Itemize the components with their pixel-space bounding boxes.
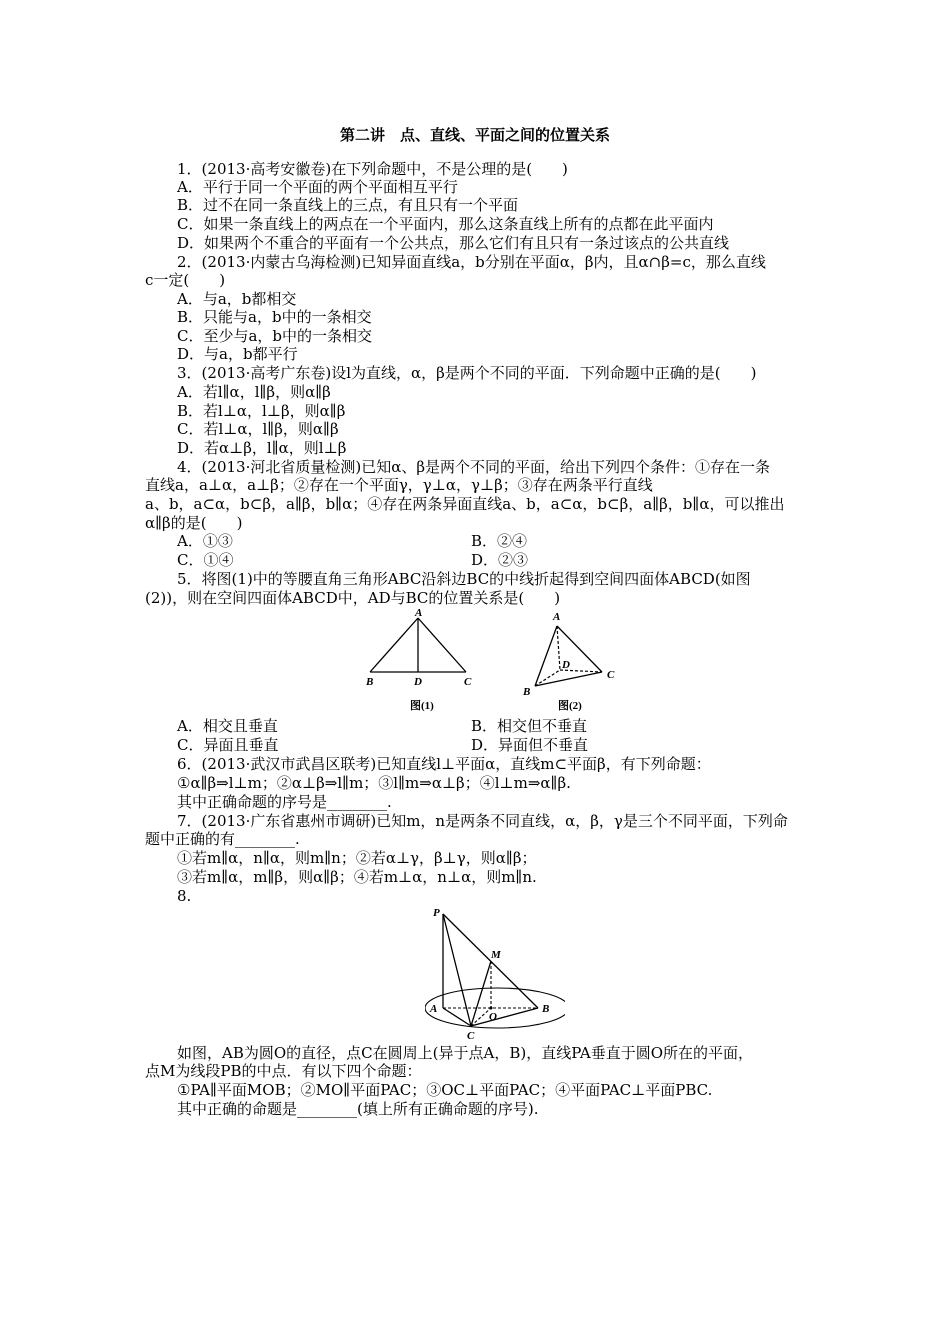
- q3-stem: 3．(2013·高考广东卷)设l为直线，α，β是两个不同的平面．下列命题中正确的是( ): [177, 364, 757, 382]
- fig1-label-c: C: [464, 676, 472, 688]
- q8-question: 其中正确的命题是________(填上所有正确命题的序号).: [177, 1100, 539, 1118]
- q8-number: 8.: [177, 887, 192, 905]
- q2-option-a: A．与a，b都相交: [177, 290, 297, 308]
- q5-option-b: B．相交但不垂直: [471, 717, 588, 735]
- fig8-label-c: C: [467, 1030, 475, 1042]
- fig2-label-c: C: [607, 669, 615, 681]
- q6-stem: 6．(2013·武汉市武昌区联考)已知直线l⊥平面α，直线m⊂平面β，有下列命题：: [177, 755, 711, 773]
- q3-option-c: C．若l⊥α，l∥β，则α∥β: [177, 420, 339, 438]
- q7-propositions-1: ①若m∥α，n∥α，则m∥n；②若α⊥γ，β⊥γ，则α∥β；: [177, 849, 537, 867]
- q3-option-a: A．若l∥α，l∥β，则α∥β: [177, 383, 331, 401]
- q3-option-b: B．若l⊥α，l⊥β，则α∥β: [177, 402, 346, 420]
- fig2-caption: 图(2): [558, 700, 582, 712]
- q1-option-b: B．过不在同一条直线上的三点，有且只有一个平面: [177, 196, 519, 214]
- q1-option-c: C．如果一条直线上的两点在一个平面内，那么这条直线上所有的点都在此平面内: [177, 215, 714, 233]
- fig1-label-a: A: [415, 607, 423, 619]
- fig2-label-d: D: [562, 659, 570, 671]
- q8-text-line2: 点M为线段PB的中点．有以下四个命题：: [145, 1062, 422, 1080]
- q4-option-a: A．①③: [177, 532, 233, 550]
- q2-stem-line1: 2．(2013·内蒙古乌海检测)已知异面直线a，b分别在平面α，β内，且α∩β=c，那么直线: [177, 253, 766, 271]
- q4-option-b: B．②④: [471, 532, 528, 550]
- q5-stem-line2: (2))，则在空间四面体ABCD中，AD与BC的位置关系是( ): [145, 589, 561, 607]
- q5-figure-2: [520, 606, 630, 716]
- fig8-label-o: O: [489, 1011, 497, 1023]
- fig1-label-b: B: [366, 676, 374, 688]
- q8-propositions: ①PA∥平面MOB；②MO∥平面PAC；③OC⊥平面PAC；④平面PAC⊥平面PBC.: [177, 1081, 713, 1099]
- fig8-label-p: P: [433, 907, 440, 919]
- fig1-caption: 图(1): [410, 700, 434, 712]
- q8-text-line1: 如图，AB为圆O的直径，点C在圆周上(异于点A，B)，直线PA垂直于圆O所在的平面，: [177, 1044, 754, 1062]
- q7-stem-line2: 题中正确的有________.: [145, 830, 300, 848]
- q3-option-d: D．若α⊥β，l∥α，则l⊥β: [177, 439, 347, 457]
- fig1-label-d: D: [414, 676, 422, 688]
- q4-stem-line3: a、b，a⊂α，b⊂β，a∥β，b∥α；④存在两条异面直线a、b，a⊂α，b⊂β，a∥β，b∥α，可以推出: [145, 495, 785, 513]
- q5-stem-line1: 5．将图(1)中的等腰直角三角形ABC沿斜边BC的中线折起得到空间四面体ABCD(如图: [177, 570, 751, 588]
- q7-propositions-2: ③若m∥α，m∥β，则α∥β；④若m⊥α，n⊥α，则m∥n.: [177, 868, 537, 886]
- q7-stem-line1: 7．(2013·广东省惠州市调研)已知m，n是两条不同直线，α，β，γ是三个不同平面，下列命: [177, 812, 788, 830]
- q2-option-d: D．与a，b都平行: [177, 345, 298, 363]
- q2-stem-line2: c一定( ): [145, 271, 226, 289]
- q5-figure-1: [360, 606, 490, 716]
- q6-question: 其中正确命题的序号是________.: [177, 793, 392, 811]
- q8-figure: [425, 900, 565, 1045]
- fig2-label-a: A: [553, 611, 561, 623]
- q4-stem-line4: α∥β的是( ): [145, 514, 243, 532]
- q1-stem: 1．(2013·高考安徽卷)在下列命题中，不是公理的是( ): [177, 160, 568, 178]
- q5-option-d: D．异面但不垂直: [471, 736, 589, 754]
- q2-option-c: C．至少与a，b中的一条相交: [177, 327, 373, 345]
- q4-stem-line1: 4．(2013·河北省质量检测)已知α、β是两个不同的平面，给出下列四个条件：①存在一条: [177, 458, 770, 476]
- q1-option-a: A．平行于同一个平面的两个平面相互平行: [177, 178, 458, 196]
- q1-option-d: D．如果两个不重合的平面有一个公共点，那么它们有且只有一条过该点的公共直线: [177, 234, 730, 252]
- q4-option-d: D．②③: [471, 551, 529, 569]
- fig8-label-a: A: [430, 1003, 438, 1015]
- fig8-label-m: M: [491, 949, 501, 961]
- q5-option-a: A．相交且垂直: [177, 717, 278, 735]
- page-title: 第二讲 点、直线、平面之间的位置关系: [339, 126, 610, 144]
- q5-option-c: C．异面且垂直: [177, 736, 279, 754]
- fig2-label-b: B: [523, 686, 531, 698]
- q4-option-c: C．①④: [177, 551, 234, 569]
- q4-stem-line2: 直线a，a⊥α，a⊥β；②存在一个平面γ，γ⊥α，γ⊥β；③存在两条平行直线: [145, 476, 653, 494]
- q6-propositions: ①α∥β⇒l⊥m；②α⊥β⇒l∥m；③l∥m⇒α⊥β；④l⊥m⇒α∥β.: [177, 774, 571, 792]
- fig8-label-b: B: [542, 1003, 550, 1015]
- q2-option-b: B．只能与a，b中的一条相交: [177, 308, 372, 326]
